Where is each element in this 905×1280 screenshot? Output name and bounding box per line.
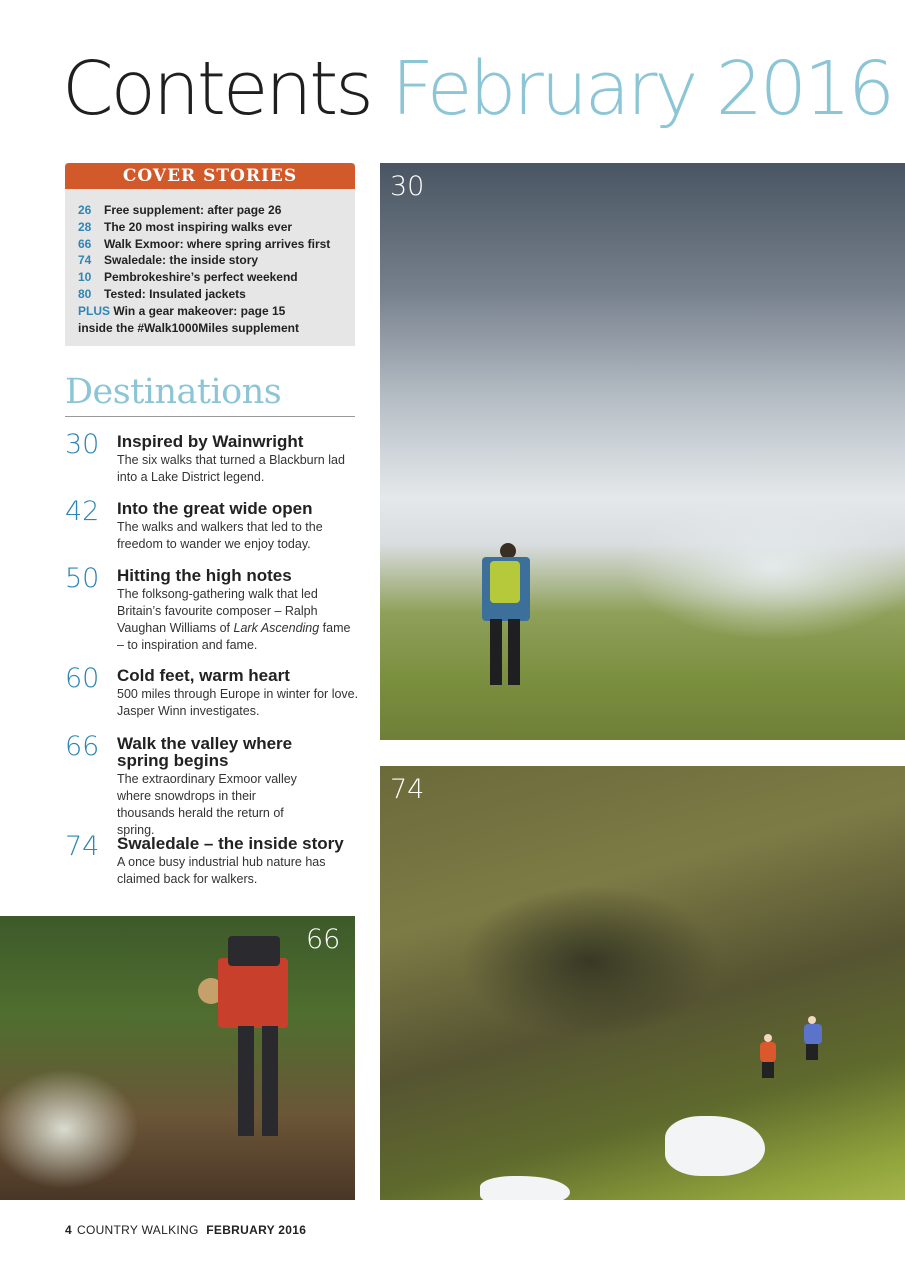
photo-exmoor-snowdrops[interactable] xyxy=(0,916,355,1200)
cover-stories-box xyxy=(65,163,355,346)
destination-entry[interactable] xyxy=(65,429,360,486)
cover-story-text: Walk Exmoor: where spring arrives first xyxy=(104,236,331,251)
page-title xyxy=(62,46,893,132)
entry-description xyxy=(117,586,360,654)
entry-page-number: 42 xyxy=(65,496,100,527)
destinations-divider xyxy=(65,416,355,417)
destination-entry[interactable] xyxy=(65,563,360,654)
plus-label: PLUS xyxy=(78,303,111,318)
cover-plus-line xyxy=(78,303,355,337)
cover-story-text: Pembrokeshire’s perfect weekend xyxy=(104,270,298,285)
destinations-heading: Destinations xyxy=(65,372,282,412)
entry-description: 500 miles through Europe in winter for love. Jasper Winn investigates. xyxy=(117,687,359,718)
entry-headline: Swaledale – the inside story xyxy=(117,834,344,853)
cover-story-page: 74 xyxy=(78,253,92,268)
title-contents: Contents xyxy=(62,46,371,132)
entry-description-italic: Lark Ascending xyxy=(233,621,320,635)
plus-text: Win a gear makeover: page 15 xyxy=(110,303,286,318)
cover-story-page: 80 xyxy=(78,286,92,301)
entry-page-number: 50 xyxy=(65,563,100,594)
entry-headline: Cold feet, warm heart xyxy=(117,666,290,685)
cover-story-page: 26 xyxy=(78,203,92,217)
photo-page-tag: 30 xyxy=(390,171,425,202)
entry-description: A once busy industrial hub nature has claimed back for walkers. xyxy=(117,855,326,886)
footer-issue: FEBRUARY 2016 xyxy=(206,1223,307,1237)
destination-entry[interactable] xyxy=(65,496,360,553)
cover-story-item[interactable] xyxy=(78,219,355,236)
cover-story-item[interactable] xyxy=(78,269,355,286)
cover-story-page: 66 xyxy=(78,236,92,251)
entry-page-number: 66 xyxy=(65,731,100,762)
snow-patch xyxy=(665,1116,765,1176)
destination-entry[interactable] xyxy=(65,731,315,839)
photo-page-tag: 74 xyxy=(390,774,425,805)
entry-description: The walks and walkers that led to the freedom to wander we enjoy today. xyxy=(117,520,323,551)
cover-story-text: Free supplement: after page 26 xyxy=(104,203,282,217)
entry-description: The six walks that turned a Blackburn lad into a Lake District legend. xyxy=(117,453,345,484)
entry-headline: Walk the valley where spring begins xyxy=(117,734,293,770)
cover-story-item[interactable] xyxy=(78,252,355,269)
entry-page-number: 30 xyxy=(65,429,100,460)
entry-description: The extraordinary Exmoor valley where snowdrops in their thousands herald the return of spring. xyxy=(117,772,297,837)
entry-headline: Hitting the high notes xyxy=(117,566,292,585)
entry-headline: Into the great wide open xyxy=(117,499,313,518)
destination-entry[interactable] xyxy=(65,831,360,888)
footer-magazine-name: COUNTRY WALKING xyxy=(76,1223,199,1237)
snow-patch xyxy=(480,1176,570,1200)
cover-story-item[interactable] xyxy=(78,236,355,253)
plus-text-continued: inside the #Walk1000Miles supplement xyxy=(78,320,299,335)
cover-story-page: 28 xyxy=(78,219,92,234)
title-issue-date: February 2016 xyxy=(391,46,893,132)
photo-swaledale-valley[interactable] xyxy=(380,766,905,1200)
footer-page-number: 4 xyxy=(65,1223,72,1237)
cover-story-text: The 20 most inspiring walks ever xyxy=(104,219,293,234)
page-footer xyxy=(65,1223,306,1237)
cover-story-text: Tested: Insulated jackets xyxy=(104,286,246,301)
entry-headline: Inspired by Wainwright xyxy=(117,432,304,451)
photo-wainwright-hiker[interactable] xyxy=(380,163,905,740)
cover-story-text: Swaledale: the inside story xyxy=(104,253,259,268)
entry-description-text-end: fame – to inspiration and fame. xyxy=(117,621,351,652)
entry-page-number: 74 xyxy=(65,831,100,862)
entry-description-text: The folksong-gathering walk that led Britain’s favourite composer – Ralph Vaughan Williams of xyxy=(117,587,318,635)
cover-stories-heading: COVER STORIES xyxy=(65,163,355,189)
photo-page-tag: 66 xyxy=(306,924,341,955)
destination-entry[interactable] xyxy=(65,663,360,720)
cover-story-page: 10 xyxy=(78,270,92,285)
cover-stories-list xyxy=(78,202,355,303)
cover-story-item[interactable] xyxy=(78,202,355,219)
cover-story-item[interactable] xyxy=(78,286,355,303)
entry-page-number: 60 xyxy=(65,663,100,694)
